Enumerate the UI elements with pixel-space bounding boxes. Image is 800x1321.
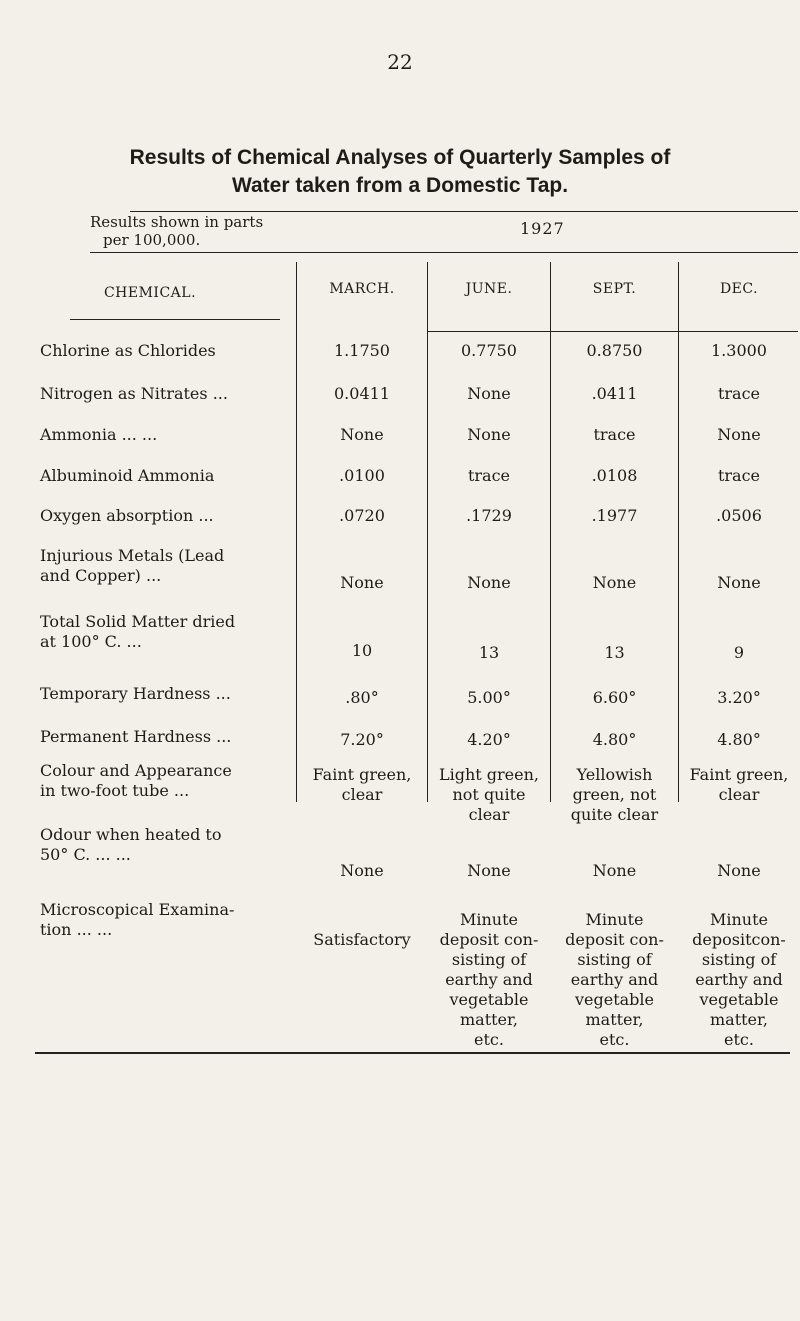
table-bottom-rule — [35, 1052, 790, 1054]
table-cell: None — [467, 573, 511, 592]
table-cell: 13 — [604, 643, 625, 662]
table-cell: 0.0411 — [334, 384, 390, 403]
row-label: Oxygen absorption ... — [40, 506, 214, 525]
table-cell: 5.00° — [467, 688, 511, 707]
table-cell: trace — [717, 384, 761, 403]
table-cell: None — [340, 425, 384, 444]
table-cell: Yellowish green, not quite clear — [570, 765, 659, 824]
table-cell: Minute deposit con- sisting of earthy and vegetable matter, etc. — [439, 910, 539, 1049]
table-cell: None — [340, 573, 384, 592]
table-cell: None — [467, 861, 511, 880]
row-label: Odour when heated to 50° C. ... ... — [40, 825, 222, 864]
chemical-underline — [70, 319, 280, 320]
table-cell: Minute depositcon- sisting of earthy and vegetable matter, etc. — [692, 910, 786, 1049]
table-cell: .0720 — [339, 506, 385, 525]
row-label: Nitrogen as Nitrates ... — [40, 384, 228, 403]
page-title-continued: Water taken from a Domestic Tap. — [231, 174, 569, 197]
table-cell: 0.7750 — [461, 341, 517, 360]
units-note: Results shown in parts — [90, 213, 264, 231]
table-cell: 1.1750 — [334, 341, 390, 360]
table-cell: 4.20° — [467, 730, 511, 749]
table-cell: None — [717, 573, 761, 592]
column-header-march: MARCH. — [329, 281, 395, 297]
row-label: Total Solid Matter dried at 100° C. ... — [40, 612, 236, 651]
table-cell: Satisfactory — [313, 930, 411, 949]
table-cell: 0.8750 — [586, 341, 643, 360]
table-cell: None — [592, 861, 637, 880]
table-top-rule — [130, 211, 798, 212]
row-label: Ammonia ... ... — [40, 425, 158, 444]
table-cell: .1977 — [591, 506, 638, 525]
row-label: Albuminoid Ammonia — [40, 466, 215, 485]
table-cell: None — [717, 861, 761, 880]
table-cell: None — [340, 861, 384, 880]
units-note-continued: per 100,000. — [103, 231, 201, 249]
table-cell: .1729 — [466, 506, 512, 525]
table-cell: 4.80° — [717, 730, 761, 749]
quarters-underline — [428, 331, 798, 332]
table-cell: None — [467, 384, 511, 403]
page-number: 22 — [387, 50, 413, 74]
table-cell: trace — [467, 466, 511, 485]
table-cell: 10 — [351, 641, 373, 660]
year-heading: 1927 — [520, 219, 565, 238]
table-cell: 13 — [478, 643, 500, 662]
row-label: Microscopical Examina- tion ... ... — [40, 900, 235, 939]
row-label: Temporary Hardness ... — [40, 684, 231, 703]
page-title: Results of Chemical Analyses of Quarterly Samples of — [129, 146, 671, 169]
table-cell: .0411 — [591, 384, 638, 403]
table-cell: 7.20° — [340, 730, 384, 749]
table-cell: Faint green, clear — [312, 765, 412, 804]
row-label: Injurious Metals (Lead and Copper) ... — [40, 546, 225, 585]
column-header-dec: DEC. — [719, 281, 759, 297]
table-cell: 3.20° — [717, 688, 761, 707]
row-label: Chlorine as Chlorides — [40, 341, 216, 360]
column-header-chemical: CHEMICAL. — [103, 285, 197, 301]
table-cell: .0100 — [339, 466, 385, 485]
header-rule — [90, 252, 798, 253]
row-label: Colour and Appearance in two-foot tube ... — [40, 761, 232, 800]
table-cell: Light green, not quite clear — [438, 765, 540, 824]
table-cell: Minute deposit con- sisting of earthy and vegetable matter, etc. — [565, 910, 664, 1049]
table-cell: Faint green, clear — [689, 765, 789, 804]
column-header-june: JUNE. — [465, 281, 513, 297]
column-header-sept: SEPT. — [592, 281, 637, 297]
table-cell: None — [717, 425, 761, 444]
table-cell: .0506 — [716, 506, 762, 525]
table-cell: 1.3000 — [711, 341, 767, 360]
table-cell: .0108 — [591, 466, 638, 485]
table-cell: 9 — [733, 643, 745, 662]
table-cell: trace — [717, 466, 761, 485]
row-label: Permanent Hardness ... — [40, 727, 232, 746]
table-cell: trace — [593, 425, 636, 444]
table-cell: .80° — [345, 688, 379, 707]
table-cell: None — [592, 573, 637, 592]
table-cell: None — [467, 425, 511, 444]
table-cell: 6.60° — [592, 688, 637, 707]
table-cell: 4.80° — [592, 730, 637, 749]
